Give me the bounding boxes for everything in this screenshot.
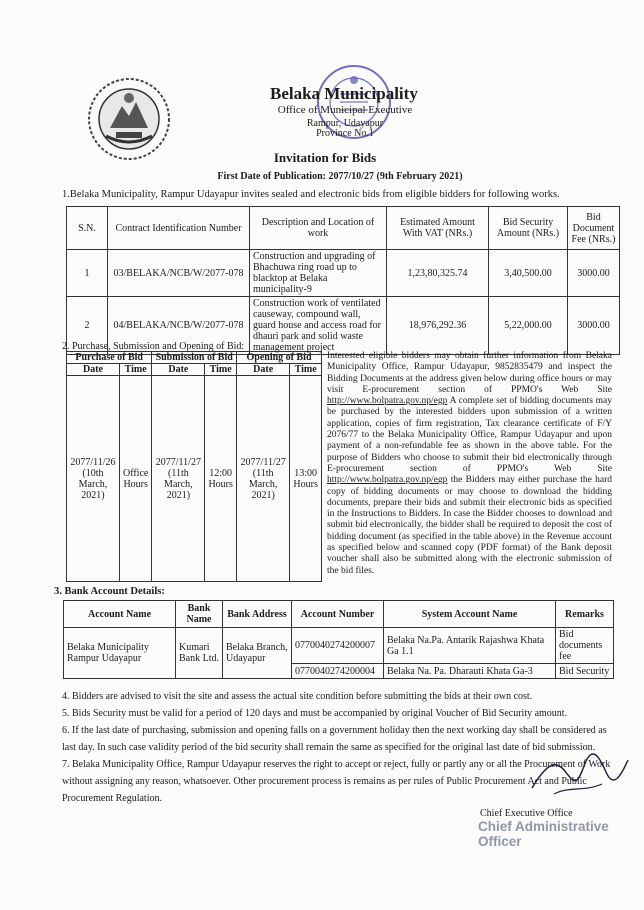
opening-date: 2077/11/27 (11th March, 2021) [237, 376, 290, 582]
table-row [64, 628, 614, 664]
egp-link[interactable]: http://www.bolpatra.gov.np/egp [327, 475, 448, 486]
note-6: 6. If the last date of purchasing, submission and opening falls on a government holiday then the next working day shall be considered as last day. In such case validity period of the bid security shall remain the same as specified for the original last date of bid submission. [62, 725, 607, 753]
info-part-2: A complete set of bidding documents may be purchased by the interested bidders upon submission of a written application, copies of firm registration, Tax clearance certificate of F/Y 2076/77 to the Belaka Municipality Office, Rampur Udayapur and upon payment of a non-refundable fee as shown in the above table. For the purpose of Bidders who choose to submit their bid electronically through E-procurement section of PPMO's Web Site [327, 396, 612, 474]
account-number: 0770040274200004 [292, 664, 384, 679]
handwritten-signature-icon [524, 748, 634, 800]
note-4: 4. Bidders are advised to visit the site and assess the actual site condition before submitting the bids at their own cost. [62, 691, 533, 702]
government-emblem-icon [86, 76, 172, 162]
account-number: 0770040274200007 [292, 628, 384, 664]
group-opening: Opening of Bid [237, 352, 322, 364]
table-row [67, 250, 620, 297]
row-security: 5,22,000.00 [489, 297, 568, 355]
row-amount: 1,23,80,325.74 [387, 250, 489, 297]
designation-stamp: Chief Administrative Officer [478, 819, 609, 849]
egp-link[interactable]: http://www.bolpatra.gov.np/egp [327, 396, 448, 407]
works-table [66, 206, 620, 355]
section-2-heading: 2. Purchase, Submission and Opening of Bid: [62, 341, 245, 352]
row-description: Construction and upgrading of Bhachuwa ring road up to blacktop at Belaka municipality-9 [250, 250, 387, 297]
sub-date: Date [152, 364, 205, 376]
submission-date: 2077/11/27 (11th March, 2021) [152, 376, 205, 582]
bank-address: Belaka Branch, Udayapur [223, 628, 292, 679]
col-estimated-amount: Estimated Amount With VAT (NRs.) [387, 207, 489, 250]
row-fee: 3000.00 [568, 250, 620, 297]
bank-name: Kumari Bank Ltd. [176, 628, 223, 679]
col-bank-name: Bank Name [176, 601, 223, 628]
bidding-info-text [327, 351, 612, 577]
office-name: Office of Municipal Executive [277, 104, 413, 116]
note-5: 5. Bids Security must be valid for a period of 120 days and must be accompanied by original Voucher of Bid Security amount. [62, 708, 568, 719]
bank-header-row [64, 601, 614, 628]
section-3-heading: 3. Bank Account Details: [54, 586, 165, 597]
row-sn: 1 [67, 250, 108, 297]
schedule-group-header [67, 352, 322, 364]
intro-paragraph: 1.Belaka Municipality, Rampur Udayapur invites sealed and electronic bids from eligible bidders for following works. [62, 189, 560, 200]
row-contract-id: 03/BELAKA/NCB/W/2077-078 [108, 250, 250, 297]
sub-date: Date [67, 364, 120, 376]
col-account-name: Account Name [64, 601, 176, 628]
sub-date: Date [237, 364, 290, 376]
bank-table [63, 600, 614, 679]
row-description: Construction work of ventilated causeway, compound wall, guard house and access road for dhauri park and solid waste management project [250, 297, 387, 355]
row-contract-id: 04/BELAKA/NCB/W/2077-078 [108, 297, 250, 355]
col-remarks: Remarks [556, 601, 614, 628]
col-bank-address: Bank Address [223, 601, 292, 628]
group-submission: Submission of Bid [152, 352, 237, 364]
row-sn: 2 [67, 297, 108, 355]
purchase-date: 2077/11/26 (10th March, 2021) [67, 376, 120, 582]
remarks: Bid documents fee [556, 628, 614, 664]
schedule-table [66, 351, 322, 582]
col-system-account: System Account Name [384, 601, 556, 628]
sub-time: Time [205, 364, 237, 376]
submission-time: 12:00 Hours [205, 376, 237, 582]
col-sn: S.N. [67, 207, 108, 250]
schedule-row [67, 376, 322, 582]
signatory-title: Chief Executive Office [480, 808, 573, 819]
account-name: Belaka Municipality Rampur Udayapur [64, 628, 176, 679]
col-description: Description and Location of work [250, 207, 387, 250]
municipality-name: Belaka Municipality [270, 84, 418, 103]
system-account-name: Belaka Na.Pa. Antarik Rajashwa Khata Ga 1.1 [384, 628, 556, 664]
info-part-3: the Bidders may either purchase the hard copy of bidding documents or may choose to download the bidding documents, prepare their bids and submit their electronic bids as specified in the Instructions to Bidders. In case the Bidder chooses to download and submit bid electronically, the bidder shall be required to deposit the cost of bidding document (as specified in the table above) in the Revenue account as specified below and scanned copy (PDF format) of the Bank deposit voucher shall also be submitted along with the electronic submission of the bid files. [327, 475, 612, 576]
col-doc-fee: Bid Document Fee (NRs.) [568, 207, 620, 250]
address-line-2: Province No.1 [316, 128, 374, 139]
schedule-sub-header [67, 364, 322, 376]
opening-time: 13:00 Hours [290, 376, 322, 582]
sub-time: Time [290, 364, 322, 376]
purchase-time: Office Hours [119, 376, 151, 582]
table-header-row [67, 207, 620, 250]
remarks: Bid Security [556, 664, 614, 679]
col-contract-id: Contract Identification Number [108, 207, 250, 250]
col-account-number: Account Number [292, 601, 384, 628]
address-line-1: Rampur, Udayapur [306, 118, 384, 129]
group-purchase: Purchase of Bid [67, 352, 152, 364]
sub-time: Time [119, 364, 151, 376]
note-7: 7. Belaka Municipality Office, Rampur Udayapur reserves the right to accept or reject, fully or partly any or all the Procurement of Work without assigning any reason, whatsoever. Other procurement process is remains as per rules of Public Procurement Act and Public Procurement Regulation. [62, 759, 611, 804]
system-account-name: Belaka Na. Pa. Dharauti Khata Ga-3 [384, 664, 556, 679]
page-title: Invitation for Bids [273, 150, 377, 165]
row-amount: 18,976,292.36 [387, 297, 489, 355]
col-bid-security: Bid Security Amount (NRs.) [489, 207, 568, 250]
info-part-1: Interested eligible bidders may obtain further information from Belaka Municipality Office, Rampur Udayapur, 9852835479 and inspect the Bidding Documents at the address given below during office hours or may visit E-procurement section of PPMO's Web Site [327, 351, 612, 395]
publication-date: First Date of Publication: 2077/10/27 (9th February 2021) [217, 171, 463, 182]
row-fee: 3000.00 [568, 297, 620, 355]
row-security: 3,40,500.00 [489, 250, 568, 297]
